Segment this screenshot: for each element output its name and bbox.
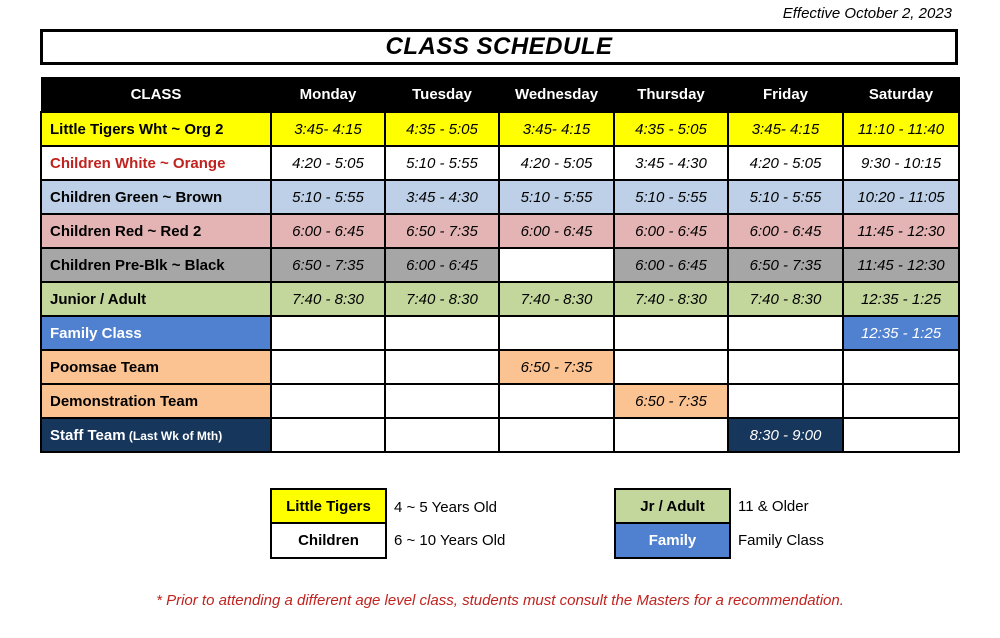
header-class: CLASS — [41, 78, 271, 113]
time-cell-thursday — [614, 350, 728, 384]
time-cell-thursday: 7:40 - 8:30 — [614, 282, 728, 316]
time-cell-tuesday: 6:00 - 6:45 — [385, 248, 499, 282]
legend-little-tigers: Little Tigers — [270, 488, 387, 525]
time-cell-tuesday — [385, 418, 499, 452]
time-cell-monday: 7:40 - 8:30 — [271, 282, 385, 316]
time-cell-saturday — [843, 384, 959, 418]
time-cell-saturday — [843, 418, 959, 452]
header-wednesday: Wednesday — [499, 78, 614, 113]
class-name: Staff Team — [50, 426, 126, 444]
time-cell-wednesday — [499, 248, 614, 282]
time-cell-friday: 5:10 - 5:55 — [728, 180, 843, 214]
class-name: Family Class — [50, 324, 142, 342]
time-cell-tuesday: 4:35 - 5:05 — [385, 112, 499, 146]
time-cell-tuesday: 3:45 - 4:30 — [385, 180, 499, 214]
time-cell-tuesday: 5:10 - 5:55 — [385, 146, 499, 180]
header-thursday: Thursday — [614, 78, 728, 113]
legend-jr-adult: Jr / Adult — [614, 488, 731, 525]
time-cell-friday: 4:20 - 5:05 — [728, 146, 843, 180]
time-cell-friday: 6:00 - 6:45 — [728, 214, 843, 248]
table-row — [41, 282, 959, 316]
legend-children: Children — [270, 522, 387, 559]
table-row — [41, 180, 959, 214]
time-cell-tuesday: 7:40 - 8:30 — [385, 282, 499, 316]
time-cell-wednesday: 5:10 - 5:55 — [499, 180, 614, 214]
legend-children-desc: 6 ~ 10 Years Old — [394, 532, 506, 549]
time-cell-wednesday: 4:20 - 5:05 — [499, 146, 614, 180]
class-name-cell — [41, 248, 271, 282]
time-cell-wednesday — [499, 384, 614, 418]
time-cell-friday: 3:45- 4:15 — [728, 112, 843, 146]
class-name-cell — [41, 350, 271, 384]
time-cell-monday — [271, 418, 385, 452]
class-name: Children Red ~ Red 2 — [50, 222, 202, 240]
time-cell-friday: 6:50 - 7:35 — [728, 248, 843, 282]
class-name: Demonstration Team — [50, 392, 199, 410]
time-cell-monday: 3:45- 4:15 — [271, 112, 385, 146]
time-cell-tuesday: 6:50 - 7:35 — [385, 214, 499, 248]
header-friday: Friday — [728, 78, 843, 113]
time-cell-saturday: 11:10 - 11:40 — [843, 112, 959, 146]
footnote: * Prior to attending a different age level class, students must consult the Masters for a recommendation. — [156, 592, 844, 609]
header-monday: Monday — [271, 78, 385, 113]
table-row — [41, 350, 959, 384]
time-cell-thursday: 5:10 - 5:55 — [614, 180, 728, 214]
time-cell-monday: 5:10 - 5:55 — [271, 180, 385, 214]
time-cell-friday: 7:40 - 8:30 — [728, 282, 843, 316]
time-cell-wednesday: 7:40 - 8:30 — [499, 282, 614, 316]
time-cell-friday — [728, 316, 843, 350]
page-title: CLASS SCHEDULE — [40, 29, 958, 65]
time-cell-wednesday: 6:50 - 7:35 — [499, 350, 614, 384]
class-name: Children Pre-Blk ~ Black — [50, 256, 225, 274]
time-cell-thursday: 6:00 - 6:45 — [614, 248, 728, 282]
legend-family: Family — [614, 522, 731, 559]
time-cell-thursday: 6:00 - 6:45 — [614, 214, 728, 248]
time-cell-tuesday — [385, 316, 499, 350]
table-row — [41, 214, 959, 248]
time-cell-friday — [728, 384, 843, 418]
table-row — [41, 112, 959, 146]
time-cell-thursday: 3:45 - 4:30 — [614, 146, 728, 180]
class-name: Children White ~ Orange — [50, 154, 226, 172]
class-name: Junior / Adult — [50, 290, 147, 308]
effective-date: Effective October 2, 2023 — [782, 5, 952, 22]
class-name-cell — [41, 146, 271, 180]
class-name-cell — [41, 384, 271, 418]
time-cell-saturday: 11:45 - 12:30 — [843, 214, 959, 248]
time-cell-friday: 8:30 - 9:00 — [728, 418, 843, 452]
table-row — [41, 146, 959, 180]
time-cell-tuesday — [385, 350, 499, 384]
time-cell-wednesday — [499, 316, 614, 350]
time-cell-friday — [728, 350, 843, 384]
time-cell-monday — [271, 384, 385, 418]
time-cell-monday: 4:20 - 5:05 — [271, 146, 385, 180]
time-cell-saturday: 9:30 - 10:15 — [843, 146, 959, 180]
table-row — [41, 248, 959, 282]
class-name-cell — [41, 214, 271, 248]
legend-family-desc: Family Class — [738, 532, 824, 549]
time-cell-wednesday: 3:45- 4:15 — [499, 112, 614, 146]
time-cell-monday — [271, 316, 385, 350]
class-name: Children Green ~ Brown — [50, 188, 223, 206]
table-row — [41, 316, 959, 350]
time-cell-saturday: 12:35 - 1:25 — [843, 282, 959, 316]
class-name-cell — [41, 180, 271, 214]
time-cell-monday: 6:50 - 7:35 — [271, 248, 385, 282]
time-cell-monday: 6:00 - 6:45 — [271, 214, 385, 248]
time-cell-saturday — [843, 350, 959, 384]
time-cell-wednesday: 6:00 - 6:45 — [499, 214, 614, 248]
class-name: Little Tigers Wht ~ Org 2 — [50, 120, 224, 138]
time-cell-saturday: 11:45 - 12:30 — [843, 248, 959, 282]
class-name-cell — [41, 316, 271, 350]
time-cell-monday — [271, 350, 385, 384]
time-cell-thursday: 6:50 - 7:35 — [614, 384, 728, 418]
header-row — [41, 78, 959, 113]
legend-jr-adult-desc: 11 & Older — [738, 498, 809, 515]
legend-little-tigers-desc: 4 ~ 5 Years Old — [394, 499, 497, 516]
class-note: (Last Wk of Mth) — [125, 428, 223, 443]
class-name-cell — [41, 418, 271, 452]
time-cell-tuesday — [385, 384, 499, 418]
table-row — [41, 418, 959, 452]
class-name-cell — [41, 112, 271, 146]
table-row — [41, 384, 959, 418]
header-tuesday: Tuesday — [385, 78, 499, 113]
class-name: Poomsae Team — [50, 358, 159, 376]
time-cell-saturday: 10:20 - 11:05 — [843, 180, 959, 214]
time-cell-wednesday — [499, 418, 614, 452]
schedule-table — [40, 77, 960, 453]
time-cell-saturday: 12:35 - 1:25 — [843, 316, 959, 350]
time-cell-thursday: 4:35 - 5:05 — [614, 112, 728, 146]
time-cell-thursday — [614, 418, 728, 452]
class-name-cell — [41, 282, 271, 316]
time-cell-thursday — [614, 316, 728, 350]
header-saturday: Saturday — [843, 78, 959, 113]
